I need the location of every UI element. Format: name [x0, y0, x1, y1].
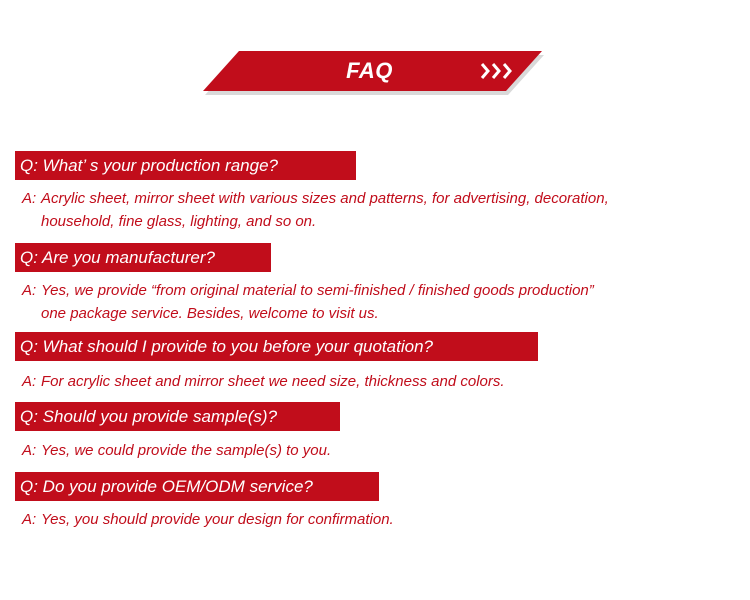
answer-prefix: A: [22, 511, 37, 528]
answer-text [22, 440, 737, 463]
question-label: Q: Should you provide sample(s)? [15, 402, 340, 431]
answer-text [22, 509, 737, 532]
answer-line-text: Yes, you should provide your design for confirmation. [41, 511, 394, 528]
question-label: Q: Do you provide OEM/ODM service? [15, 472, 379, 501]
answer-line [22, 280, 737, 303]
answer-text [22, 371, 737, 394]
answer-line [22, 509, 737, 532]
page-title: FAQ [346, 58, 393, 83]
answer-line [22, 440, 737, 463]
answer-line: one package service. Besides, welcome to visit us. [41, 304, 379, 322]
question-label: Q: Are you manufacturer? [15, 243, 271, 272]
answer-text [22, 188, 737, 233]
question-label: Q: What’ s your production range? [15, 151, 356, 180]
answer-prefix: A: [22, 282, 37, 299]
answer-line-text: For acrylic sheet and mirror sheet we need size, thickness and colors. [41, 373, 505, 390]
answer-prefix: A: [22, 190, 37, 207]
answer-text [22, 280, 737, 325]
answer-line: household, fine glass, lighting, and so on. [41, 212, 317, 230]
answer-line [22, 188, 737, 211]
answer-line-text: Acrylic sheet, mirror sheet with various sizes and patterns, for advertising, decoration, [41, 190, 609, 207]
answer-line-text: Yes, we could provide the sample(s) to you. [41, 442, 332, 459]
triple-chevron-right-icon [478, 60, 518, 82]
question-label: Q: What should I provide to you before your quotation? [15, 332, 538, 361]
answer-prefix: A: [22, 373, 37, 390]
answer-line [22, 371, 737, 394]
answer-line-text: Yes, we provide “from original material to semi-finished / finished goods production” [41, 282, 594, 299]
answer-prefix: A: [22, 442, 37, 459]
